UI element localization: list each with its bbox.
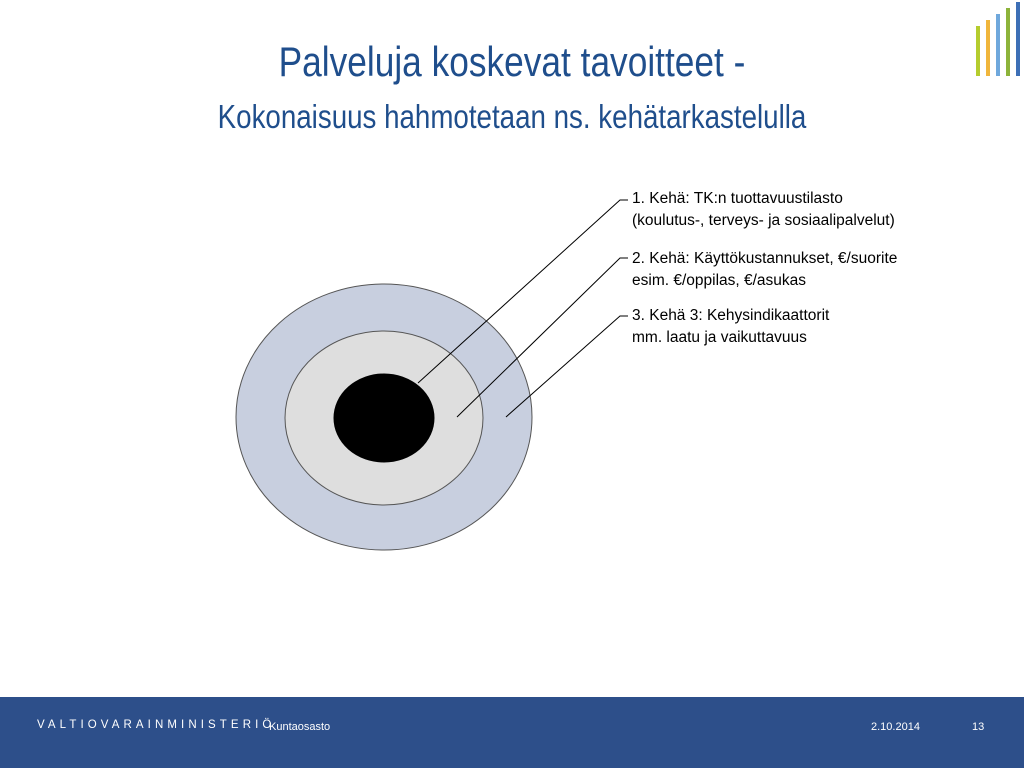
ministry-logo-text: VALTIOVARAINMINISTERIÖ: [37, 719, 276, 731]
footer-date: 2.10.2014: [871, 721, 920, 733]
ring-label-1-detail: (koulutus-, terveys- ja sosiaalipalvelut): [632, 212, 895, 229]
footer-department: Kuntaosasto: [269, 721, 331, 733]
ring-label-3: [632, 305, 829, 349]
inner-core: [334, 374, 434, 462]
ring-label-2-title: 2. Kehä: Käyttökustannukset, €/suorite: [632, 250, 898, 267]
ring-label-1-title: 1. Kehä: TK:n tuottavuustilasto: [632, 190, 843, 207]
page-number: 13: [972, 721, 985, 733]
slide-subtitle: Kokonaisuus hahmotetaan ns. kehätarkastelulla: [217, 98, 807, 135]
ring-label-3-detail: mm. laatu ja vaikuttavuus: [632, 329, 807, 346]
ring-label-2-detail: esim. €/oppilas, €/asukas: [632, 272, 807, 289]
ring-label-3-title: 3. Kehä 3: Kehysindikaattorit: [632, 307, 830, 324]
ring-label-1: [632, 188, 895, 232]
slide-title: Palveluja koskevat tavoitteet -: [278, 38, 746, 85]
ring-label-2: [632, 248, 897, 292]
